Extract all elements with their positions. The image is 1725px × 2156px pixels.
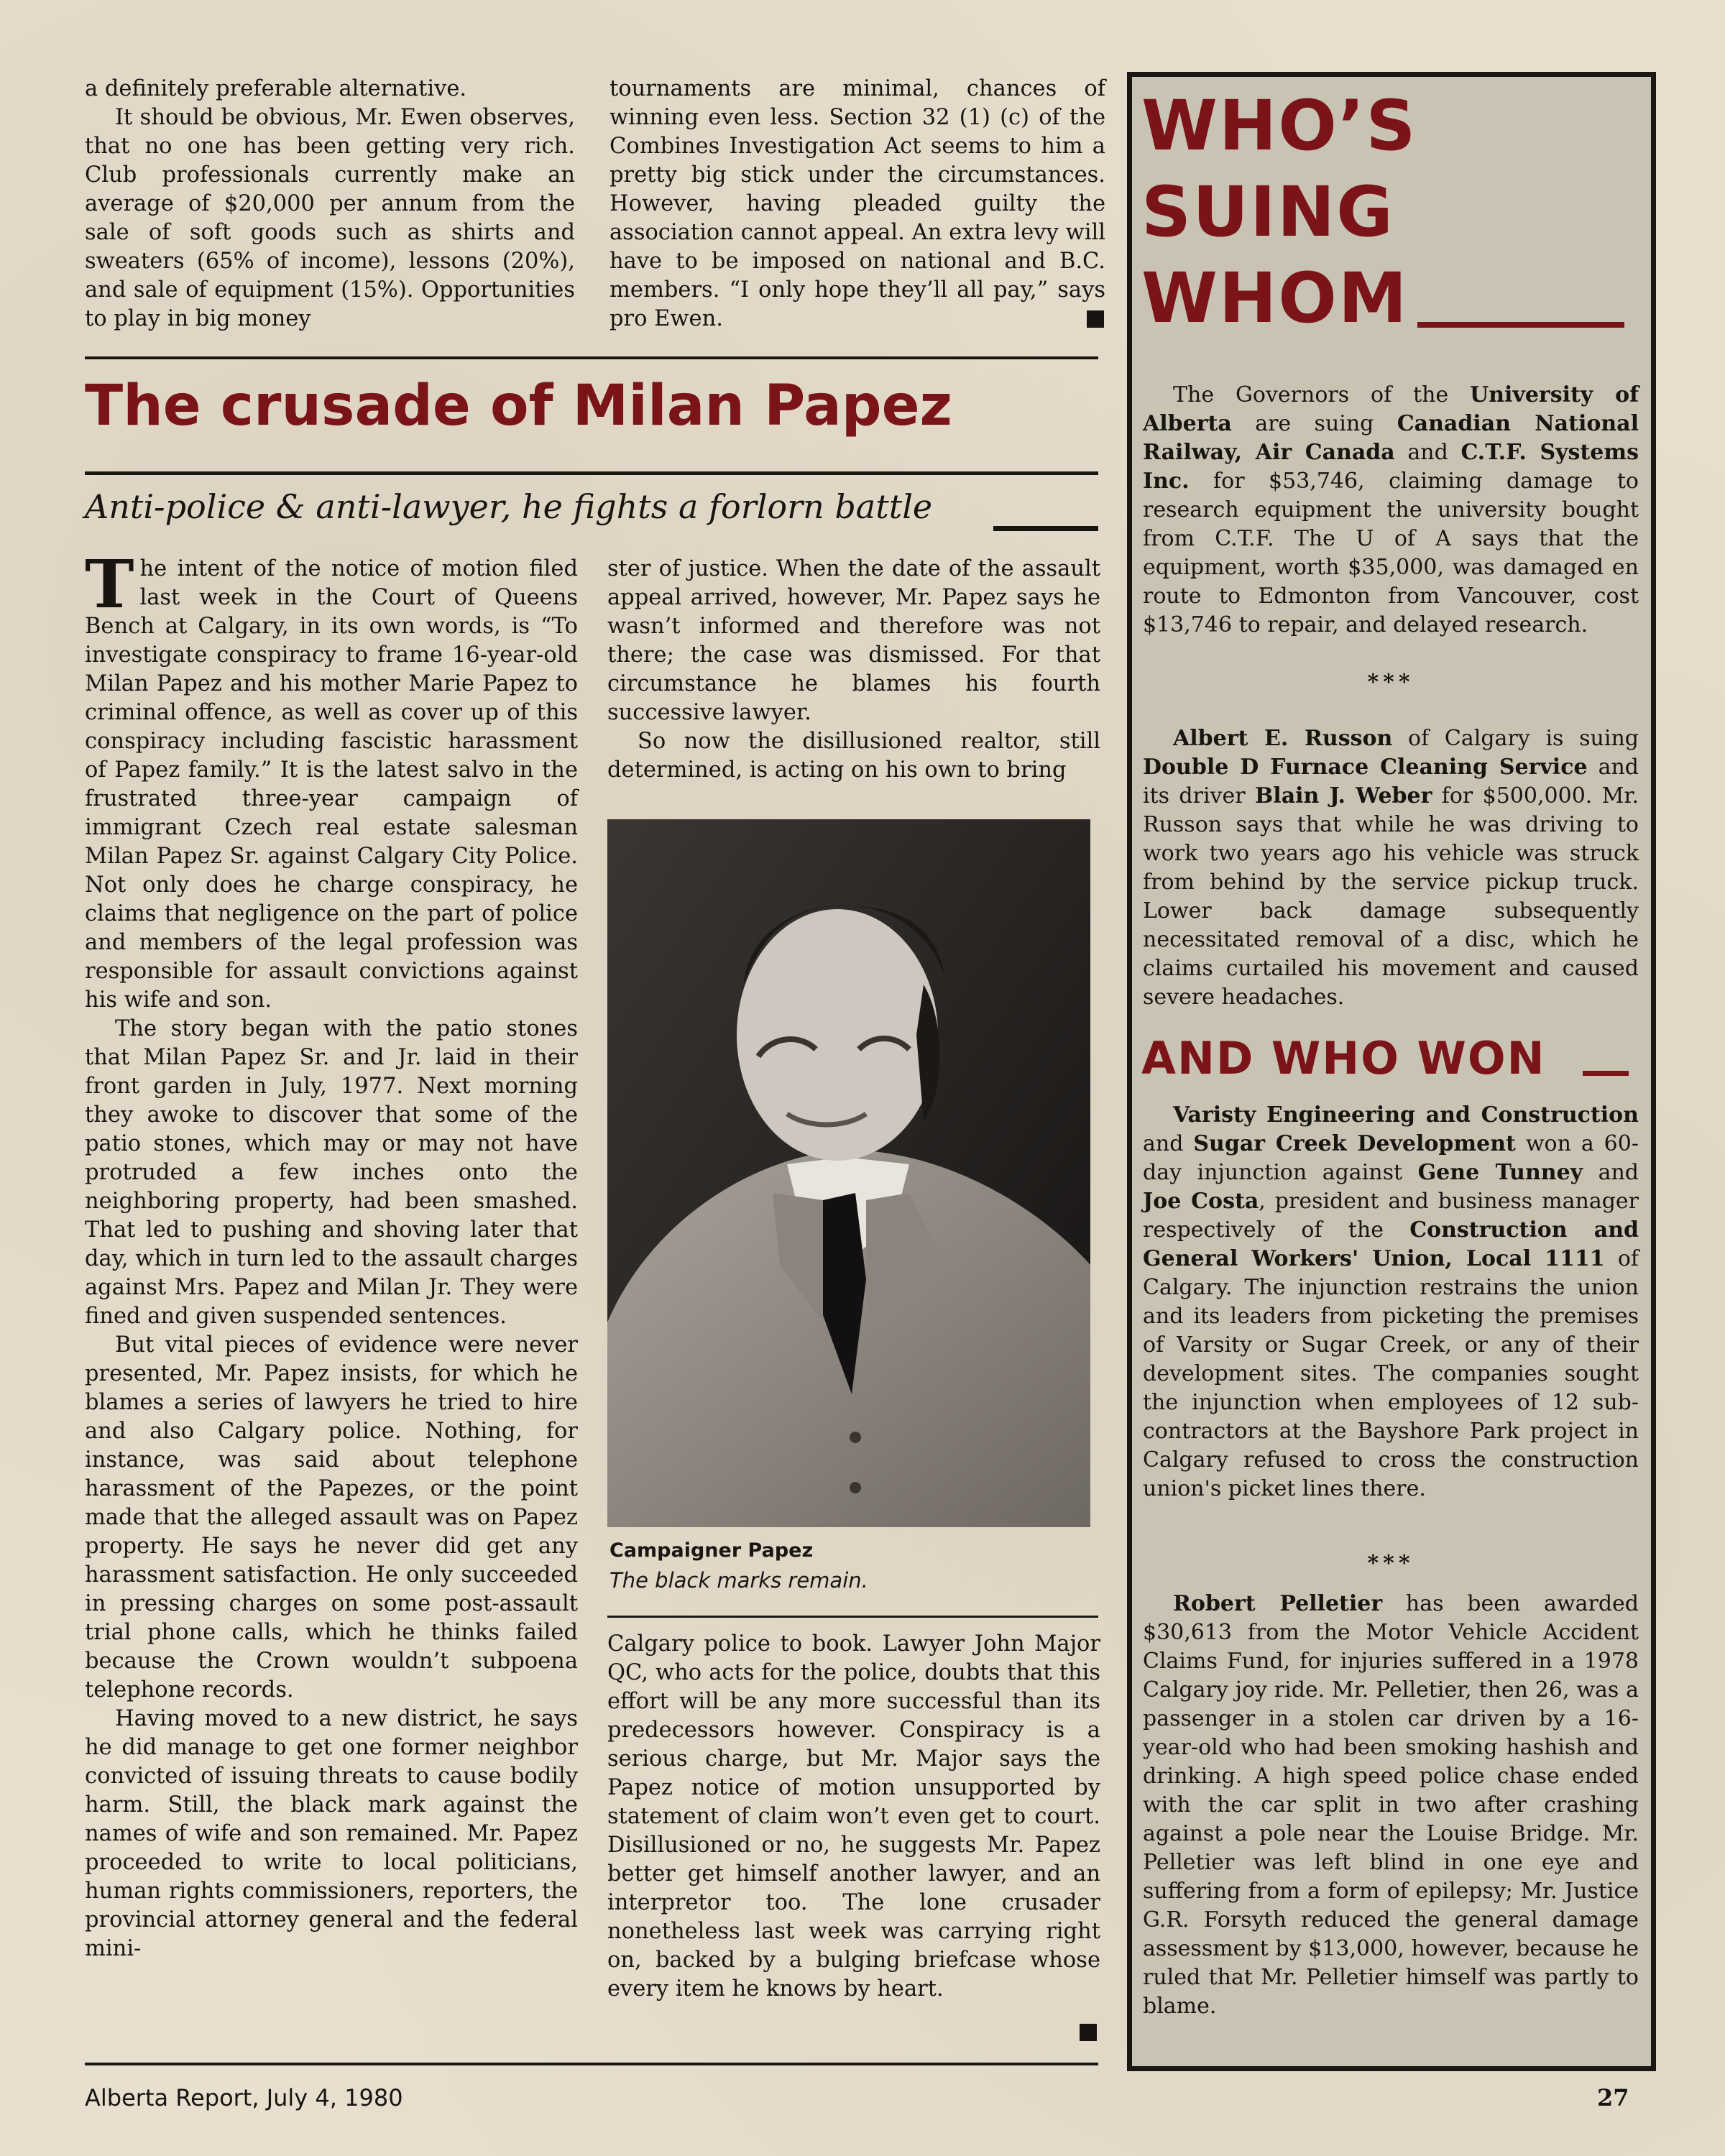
portrait-photo <box>607 819 1090 1527</box>
article-column-right-bottom <box>607 1630 1100 2004</box>
sidebar-heading-line-2: SUING <box>1141 172 1394 252</box>
separator-stars: *** <box>1367 1551 1414 1576</box>
sidebar-item-1 <box>1143 381 1639 640</box>
article-column-left <box>85 545 578 1963</box>
paragraph: The Governors of the University of Alberta are suing Canadian National Railway, Air Canada and C.T.F. Systems Inc. for $53,746, claiming damage to research equipment the university bought from C.T.F. The U of A says that the equipment, worth $35,000, was damaged en route to Edmonton from Vancouver, cost $13,746 to repair, and delayed research. <box>1143 382 1639 637</box>
photo-caption-title: Campaigner Papez <box>610 1539 814 1562</box>
lead-text: he intent of the notice of motion filed last week in the Court of Queens Bench at Calgary, in its own words, is “To investigate conspiracy to frame 16-year-old Milan Papez and his mother Marie Papez to criminal offence, as well as cover up of this conspiracy including fascistic harassment of Papez family.” It is the latest salvo in the frustrated three-year campaign of immigrant Czech real estate salesman Milan Papez Sr. against Calgary City Police. Not only does he charge conspiracy, he claims that negligence on the part of police and members of the legal profession was responsible for assault convictions against his wife and son. <box>85 556 578 1013</box>
sidebar-subheading: AND WHO WON <box>1141 1032 1546 1084</box>
paragraph: tournaments are minimal, chances of winning even less. Section 32 (1) (c) of the Combines Investigation Act seems to him a pretty big stick under the circumstances. However, having pleaded guilty the association cannot appeal. An extra levy will have to be imposed on national and B.C. members. “I only hope they’ll all pay,” says pro Ewen. <box>610 76 1105 331</box>
top-column-right <box>610 75 1105 333</box>
sidebar-heading-line-3: WHOM <box>1141 258 1409 338</box>
end-mark <box>1080 2024 1097 2041</box>
section-divider <box>85 356 1098 359</box>
paragraph: Robert Pelletier has been awarded $30,613 from the Motor Vehicle Accident Claims Fund, for injuries suffered in a 1978 Calgary joy ride. Mr. Pelletier, then 26, was a passenger in a stolen car driven by a 16-year-old who had been smoking hashish and drinking. A high speed police chase ended with the car split in two after crashing against a pole near the Louise Bridge. Mr. Pelletier was left blind in one eye and suffering from a form of epilepsy; Mr. Justice G.R. Forsyth reduced the general damage assessment by $13,000, however, because he ruled that Mr. Pelletier himself was partly to blame. <box>1143 1591 1639 2019</box>
page-number: 27 <box>1597 2084 1629 2111</box>
publication-footer: Alberta Report, July 4, 1980 <box>85 2084 403 2111</box>
article-headline: The crusade of Milan Papez <box>85 374 952 438</box>
paragraph: Having moved to a new district, he says he did manage to get one former neighbor convicted of issuing threats to cause bodily harm. Still, the black mark against the names of wife and son remained. Mr. Papez proceeded to write to local politicians, human rights commissioners, reporters, the provincial attorney general and the federal mini- <box>85 1706 578 1961</box>
headline-rule <box>85 471 1098 475</box>
article-column-right-top <box>607 555 1100 785</box>
paragraph: It should be obvious, Mr. Ewen observes, that no one has been getting very rich. Club professionals currently make an average of $20,000 per annum from the sale of soft goods such as shirts and sweaters (65% of income), lessons (20%), and sale of equipment (15%). Opportunities to play in big money <box>85 105 575 331</box>
sidebar-heading-rule <box>1417 322 1624 328</box>
paragraph: Albert E. Russon of Calgary is suing Double D Furnace Cleaning Service and its driver Blain J. Weber for $500,000. Mr. Russon says that while he was driving to work two years ago his vehicle was struck from behind by the service pickup truck. Lower back damage subsequently necessitated removal of a disc, which he claims curtailed his movement and caused severe headaches. <box>1143 726 1639 1010</box>
paragraph: Varisty Engineering and Construction and Sugar Creek Development won a 60-day injunction against Gene Tunney and Joe Costa, president and business manager respectively of the Construction and General Workers' Union, Local 1111 of Calgary. The injunction restrains the union and its leaders from picketing the premises of Varsity or Sugar Creek, or any of their development sites. The companies sought the injunction when employees of 12 sub-contractors at the Bayshore Park project in Calgary refused to cross the construction union's picket lines there. <box>1143 1102 1639 1501</box>
paragraph: Calgary police to book. Lawyer John Major QC, who acts for the police, doubts that this effort will be any more successful than its predecessors however. Conspiracy is a serious charge, but Mr. Major says the Papez notice of motion unsupported by statement of claim won’t even get to court. Disillusioned or no, he suggests Mr. Papez better get himself another lawyer, and an interpretor too. The lone crusader nonetheless last week was carrying right on, backed by a bulging briefcase whose every item he knows by heart. <box>607 1631 1100 2001</box>
sidebar-item-3 <box>1143 1101 1639 1503</box>
paragraph: a definitely preferable alternative. <box>85 76 467 101</box>
photo-caption-text: The black marks remain. <box>610 1568 868 1593</box>
separator-stars: *** <box>1367 670 1414 695</box>
sidebar-subheading-rule <box>1583 1071 1629 1076</box>
end-mark <box>1087 310 1104 328</box>
paragraph: But vital pieces of evidence were never presented, Mr. Papez insists, for which he blames a series of lawyers he tried to hire and also Calgary police. Nothing, for instance, was said about telephone harassment of the Papezes, or the point made that the alleged assault was on Papez property. He says he never did get any harassment satisfaction. He only succeeded in pressing charges on some post-assault trial phone calls, which he thinks failed because the Crown wouldn’t subpoena telephone records. <box>85 1332 578 1703</box>
top-column-left <box>85 75 575 333</box>
sidebar-item-4 <box>1143 1590 1639 2021</box>
paragraph: So now the disillusioned realtor, still determined, is acting on his own to bring <box>607 729 1100 783</box>
sidebar-heading-line-1: WHO’S <box>1141 86 1417 166</box>
paragraph <box>85 545 578 1015</box>
drop-cap: T <box>85 545 134 623</box>
deck-rule <box>993 526 1098 531</box>
portrait-illustration <box>607 819 1090 1527</box>
article-deck: Anti-police & anti-lawyer, he fights a forlorn battle <box>85 487 933 526</box>
paragraph: ster of justice. When the date of the assault appeal arrived, however, Mr. Papez says he wasn’t informed and therefore was not there; the case was dismissed. For that circumstance he blames his fourth successive lawyer. <box>607 556 1100 725</box>
paragraph: The story began with the patio stones that Milan Papez Sr. and Jr. laid in their front garden in July, 1977. Next morning they awoke to discover that some of the patio stones, which may or may not have protruded a few inches onto the neighboring property, had been smashed. That led to pushing and shoving later that day, which in turn led to the assault charges against Mrs. Papez and Milan Jr. They were fined and given suspended sentences. <box>85 1016 578 1329</box>
sidebar-item-2 <box>1143 724 1639 1012</box>
caption-rule <box>607 1616 1098 1618</box>
bottom-rule <box>85 2063 1098 2065</box>
